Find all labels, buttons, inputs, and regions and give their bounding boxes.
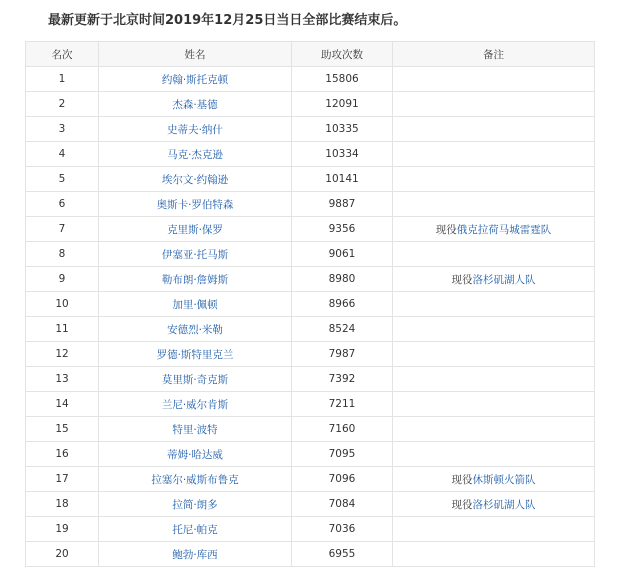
table-row	[26, 417, 595, 442]
table-row	[26, 392, 595, 417]
active-status-label: 现役	[435, 223, 457, 236]
table-row	[26, 367, 595, 392]
player-link[interactable]: 克里斯·保罗	[167, 223, 223, 236]
rank-cell: 14	[26, 392, 99, 417]
note-cell	[393, 142, 595, 167]
rank-cell: 16	[26, 442, 99, 467]
note-cell	[393, 392, 595, 417]
assists-leaderboard-table	[25, 41, 595, 567]
rank-cell: 20	[26, 542, 99, 567]
note-cell	[393, 67, 595, 92]
name-cell	[99, 342, 292, 367]
rank-cell: 18	[26, 492, 99, 517]
rank-cell: 9	[26, 267, 99, 292]
active-status-label: 现役	[451, 273, 473, 286]
assists-cell: 8524	[292, 317, 393, 342]
rank-cell: 5	[26, 167, 99, 192]
note-cell	[393, 342, 595, 367]
note-cell	[393, 217, 595, 242]
table-row	[26, 92, 595, 117]
name-cell	[99, 242, 292, 267]
assists-cell: 9356	[292, 217, 393, 242]
team-link[interactable]: 休斯顿火箭队	[472, 473, 536, 486]
assists-cell: 8966	[292, 292, 393, 317]
table-row	[26, 192, 595, 217]
rank-cell: 6	[26, 192, 99, 217]
note-cell	[393, 92, 595, 117]
note-cell	[393, 167, 595, 192]
player-link[interactable]: 特里·波特	[172, 423, 218, 436]
player-link[interactable]: 托尼·帕克	[172, 523, 218, 536]
table-row	[26, 442, 595, 467]
team-link[interactable]: 洛杉矶湖人队	[472, 273, 536, 286]
header-note: 备注	[393, 42, 595, 67]
team-link[interactable]: 俄克拉荷马城雷霆队	[456, 223, 552, 236]
table-row	[26, 492, 595, 517]
rank-cell: 13	[26, 367, 99, 392]
rank-cell: 12	[26, 342, 99, 367]
table-header-row	[26, 42, 595, 67]
note-cell	[393, 417, 595, 442]
rank-cell: 1	[26, 67, 99, 92]
player-link[interactable]: 兰尼·威尔肯斯	[161, 398, 229, 411]
active-status-label: 现役	[451, 498, 473, 511]
player-link[interactable]: 蒂姆·哈达威	[167, 448, 223, 461]
player-link[interactable]: 杰森·基德	[172, 98, 218, 111]
name-cell	[99, 317, 292, 342]
table-row	[26, 117, 595, 142]
note-cell	[393, 292, 595, 317]
player-link[interactable]: 加里·佩顿	[172, 298, 218, 311]
table-row	[26, 517, 595, 542]
table-row	[26, 242, 595, 267]
name-cell	[99, 267, 292, 292]
assists-cell: 7096	[292, 467, 393, 492]
assists-cell: 15806	[292, 67, 393, 92]
rank-cell: 8	[26, 242, 99, 267]
assists-cell: 7987	[292, 342, 393, 367]
assists-cell: 7211	[292, 392, 393, 417]
player-link[interactable]: 安德烈·米勒	[167, 323, 223, 336]
note-cell	[393, 192, 595, 217]
assists-cell: 10141	[292, 167, 393, 192]
name-cell	[99, 142, 292, 167]
table-row	[26, 217, 595, 242]
rank-cell: 19	[26, 517, 99, 542]
assists-cell: 7160	[292, 417, 393, 442]
table-row	[26, 67, 595, 92]
note-cell	[393, 517, 595, 542]
update-notice: 最新更新于北京时间2019年12月25日当日全部比赛结束后。	[48, 13, 407, 28]
name-cell	[99, 217, 292, 242]
note-cell	[393, 317, 595, 342]
player-link[interactable]: 鲍勃·库西	[172, 548, 218, 561]
player-link[interactable]: 约翰·斯托克顿	[161, 73, 229, 86]
assists-cell: 7084	[292, 492, 393, 517]
assists-cell: 10334	[292, 142, 393, 167]
note-cell	[393, 242, 595, 267]
rank-cell: 15	[26, 417, 99, 442]
header-assists: 助攻次数	[292, 42, 393, 67]
rank-cell: 11	[26, 317, 99, 342]
assists-cell: 9887	[292, 192, 393, 217]
table-row	[26, 342, 595, 367]
table-row	[26, 542, 595, 567]
name-cell	[99, 517, 292, 542]
name-cell	[99, 542, 292, 567]
table-row	[26, 167, 595, 192]
assists-cell: 6955	[292, 542, 393, 567]
rank-cell: 4	[26, 142, 99, 167]
name-cell	[99, 467, 292, 492]
player-link[interactable]: 拉塞尔·威斯布鲁克	[151, 473, 239, 486]
assists-cell: 10335	[292, 117, 393, 142]
name-cell	[99, 117, 292, 142]
rank-cell: 2	[26, 92, 99, 117]
header-rank: 名次	[26, 42, 99, 67]
rank-cell: 17	[26, 467, 99, 492]
assists-cell: 12091	[292, 92, 393, 117]
name-cell	[99, 192, 292, 217]
player-link[interactable]: 莫里斯·奇克斯	[161, 373, 229, 386]
assists-cell: 7036	[292, 517, 393, 542]
name-cell	[99, 442, 292, 467]
table-row	[26, 467, 595, 492]
note-cell	[393, 442, 595, 467]
table-row	[26, 317, 595, 342]
team-link[interactable]: 洛杉矶湖人队	[472, 498, 536, 511]
name-cell	[99, 92, 292, 117]
name-cell	[99, 367, 292, 392]
active-status-label: 现役	[451, 473, 473, 486]
name-cell	[99, 67, 292, 92]
assists-cell: 8980	[292, 267, 393, 292]
table-row	[26, 267, 595, 292]
note-cell	[393, 467, 595, 492]
player-link[interactable]: 埃尔文·约翰逊	[161, 173, 229, 186]
player-link[interactable]: 罗德·斯特里克兰	[156, 348, 234, 361]
player-link[interactable]: 马克·杰克逊	[167, 148, 223, 161]
name-cell	[99, 392, 292, 417]
player-link[interactable]: 史蒂夫·纳什	[167, 123, 223, 136]
player-link[interactable]: 奥斯卡·罗伯特森	[156, 198, 234, 211]
name-cell	[99, 417, 292, 442]
note-cell	[393, 542, 595, 567]
player-link[interactable]: 伊塞亚·托马斯	[161, 248, 229, 261]
assists-cell: 7392	[292, 367, 393, 392]
note-cell	[393, 117, 595, 142]
assists-cell: 9061	[292, 242, 393, 267]
note-cell	[393, 492, 595, 517]
name-cell	[99, 292, 292, 317]
name-cell	[99, 492, 292, 517]
name-cell	[99, 167, 292, 192]
rank-cell: 7	[26, 217, 99, 242]
player-link[interactable]: 勒布朗·詹姆斯	[161, 273, 229, 286]
rank-cell: 3	[26, 117, 99, 142]
table-row	[26, 292, 595, 317]
assists-cell: 7095	[292, 442, 393, 467]
note-cell	[393, 367, 595, 392]
rank-cell: 10	[26, 292, 99, 317]
header-name: 姓名	[99, 42, 292, 67]
note-cell	[393, 267, 595, 292]
player-link[interactable]: 拉简·朗多	[172, 498, 218, 511]
table-row	[26, 142, 595, 167]
